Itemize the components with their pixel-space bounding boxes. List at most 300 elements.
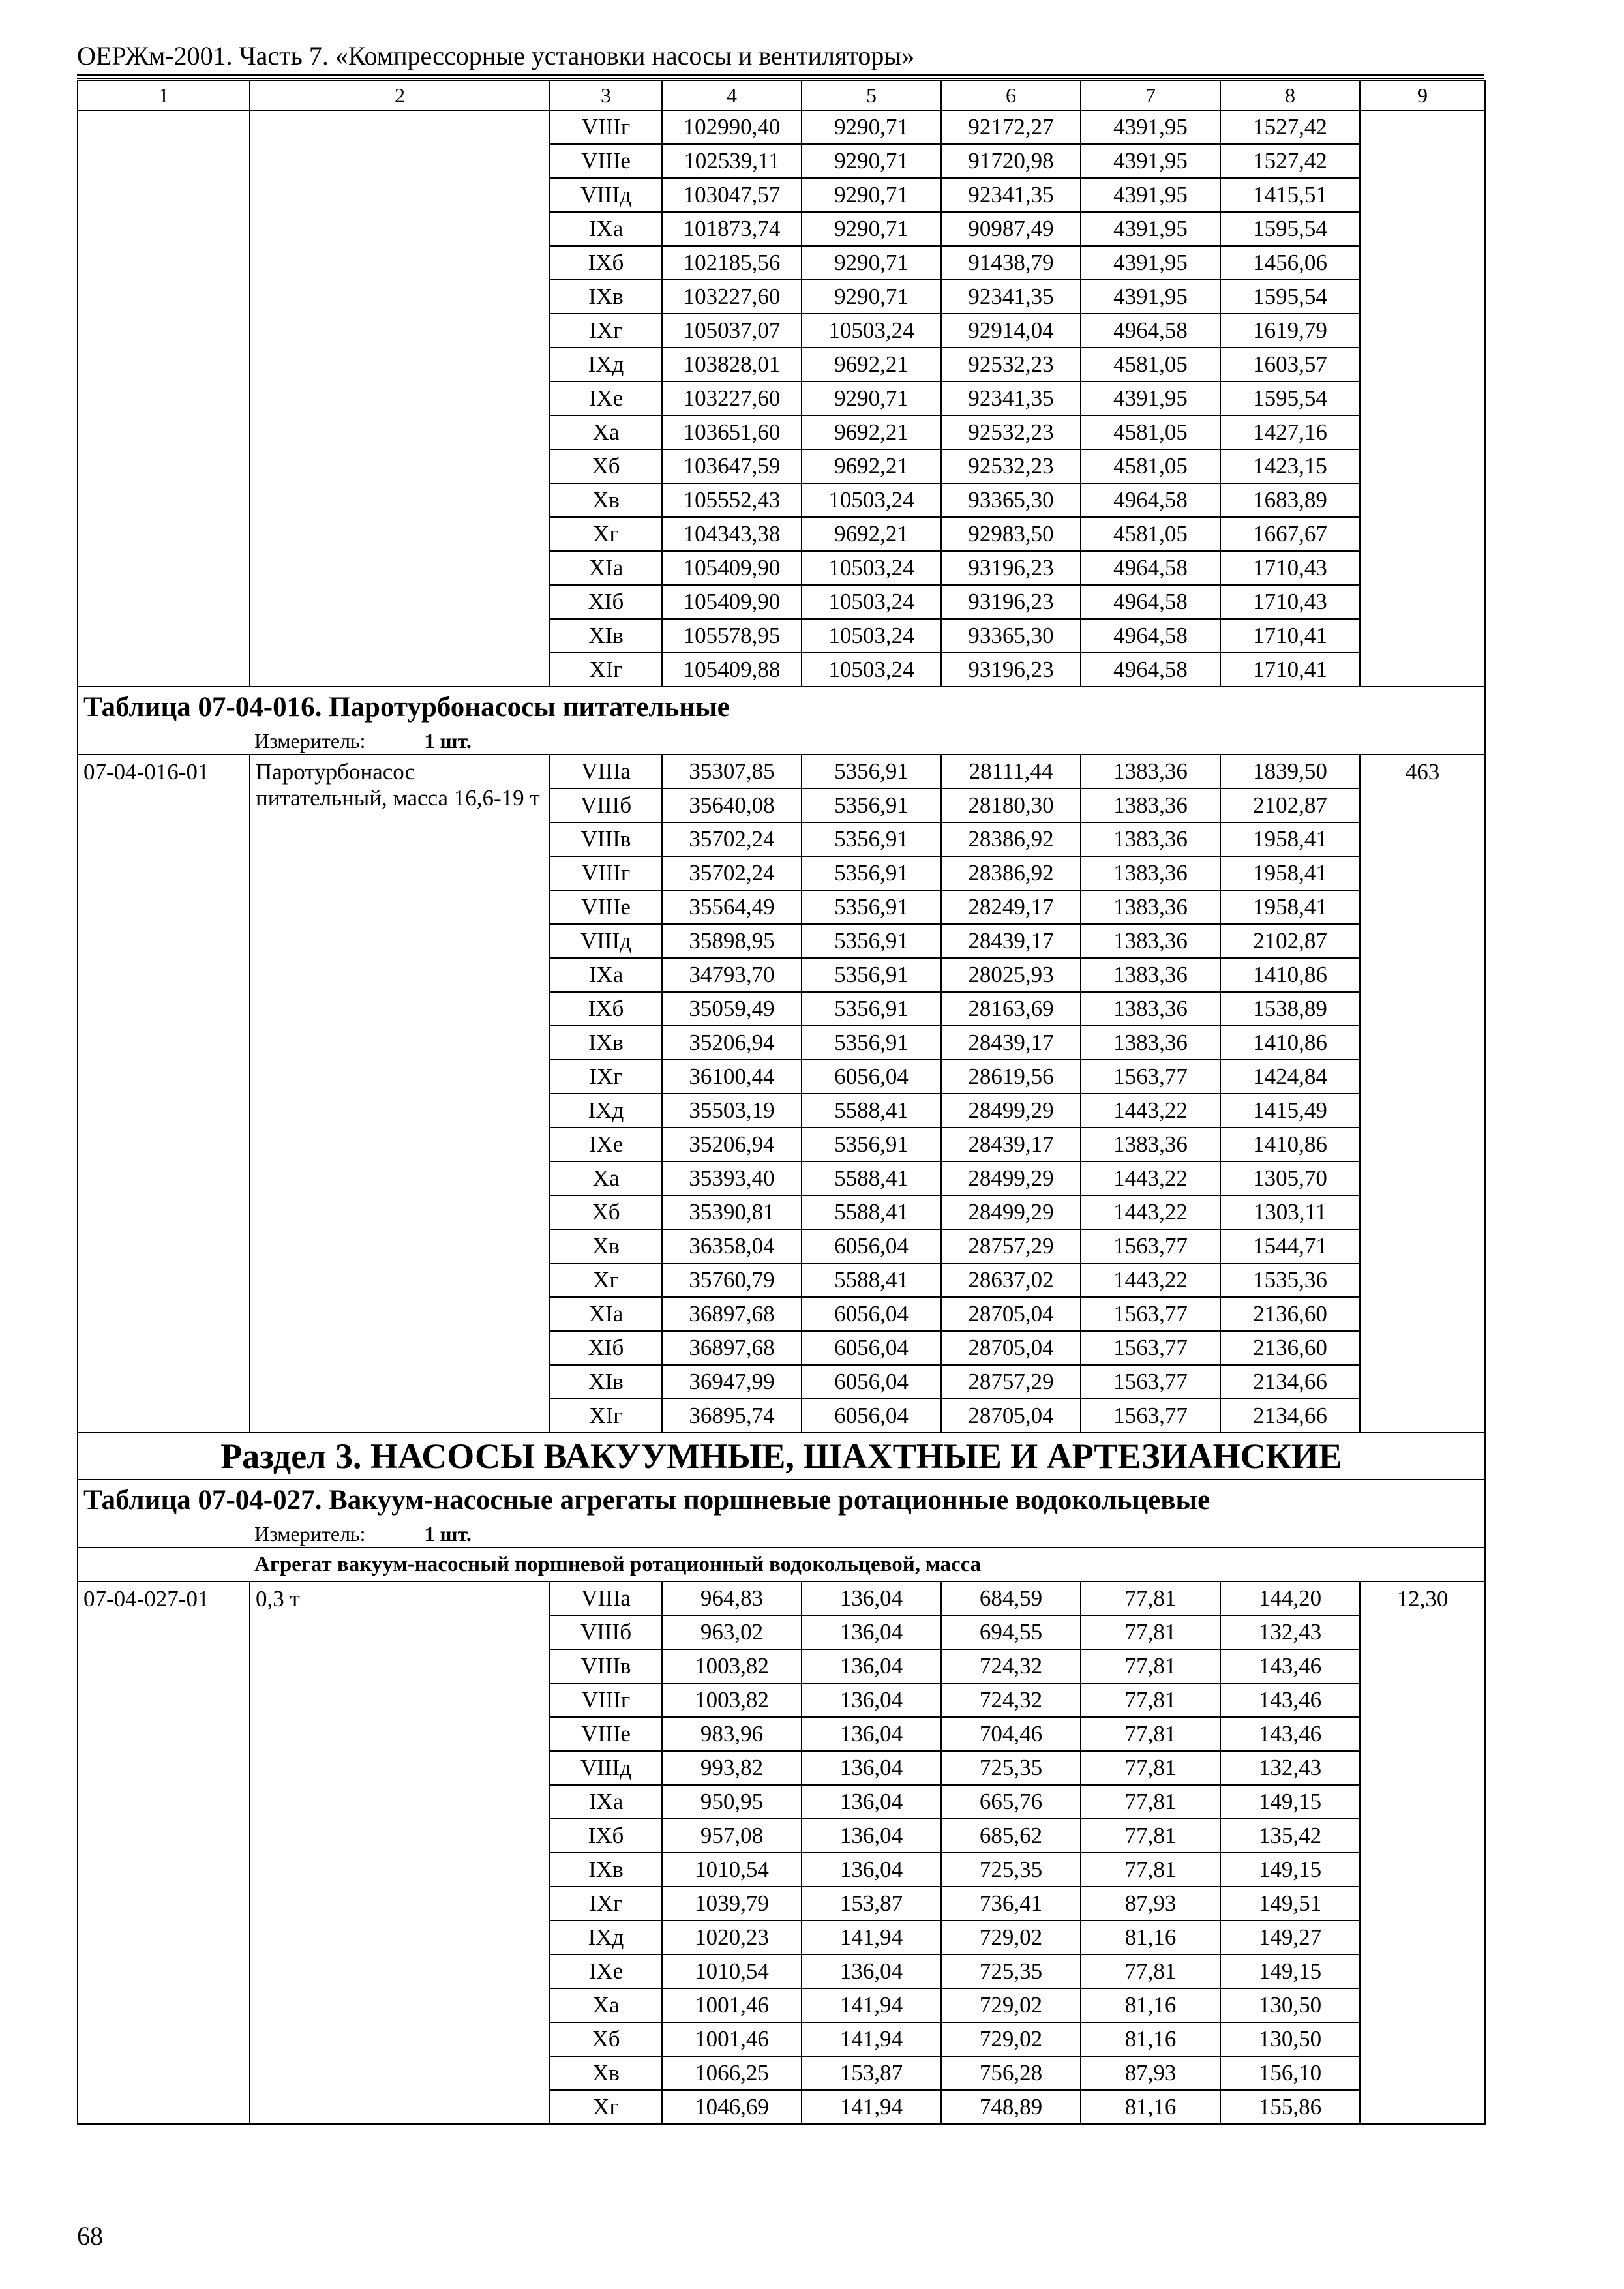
column-number-row xyxy=(78,80,1485,110)
value-cell: 5588,41 xyxy=(802,1195,941,1229)
value-cell: 4391,95 xyxy=(1081,110,1220,144)
zone-code: XIб xyxy=(550,1331,662,1365)
value-cell: 1427,16 xyxy=(1220,415,1360,449)
value-cell: 9290,71 xyxy=(802,110,941,144)
zone-code: VIIIв xyxy=(550,1649,662,1683)
value-cell: 983,96 xyxy=(662,1717,802,1751)
value-cell: 684,59 xyxy=(941,1581,1081,1615)
section-title-row xyxy=(78,1433,1485,1480)
value-cell: 35206,94 xyxy=(662,1128,802,1161)
value-cell: 103047,57 xyxy=(662,178,802,212)
value-cell: 28757,29 xyxy=(941,1365,1081,1399)
value-cell: 28025,93 xyxy=(941,958,1081,992)
value-cell: 2134,66 xyxy=(1220,1365,1360,1399)
value-cell: 1423,15 xyxy=(1220,449,1360,483)
column-number: 6 xyxy=(941,80,1081,110)
zone-code: VIIIд xyxy=(550,1751,662,1785)
value-cell: 9692,21 xyxy=(802,517,941,551)
code-cell-empty xyxy=(78,110,250,687)
value-cell: 35760,79 xyxy=(662,1263,802,1297)
item-name: 0,3 т xyxy=(250,1581,550,2124)
value-cell: 36358,04 xyxy=(662,1229,802,1263)
value-cell: 149,15 xyxy=(1220,1954,1360,1988)
zone-code: IXе xyxy=(550,1128,662,1161)
value-cell: 4391,95 xyxy=(1081,178,1220,212)
value-cell: 93196,23 xyxy=(941,551,1081,585)
zone-code: XIг xyxy=(550,1399,662,1433)
value-cell: 5356,91 xyxy=(802,1026,941,1060)
value-cell: 91720,98 xyxy=(941,144,1081,178)
value-cell: 28439,17 xyxy=(941,1128,1081,1161)
zone-code: VIIIа xyxy=(550,755,662,788)
zone-code: VIIIг xyxy=(550,110,662,144)
zone-code: Xг xyxy=(550,517,662,551)
value-cell: 92532,23 xyxy=(941,348,1081,382)
value-cell: 4964,58 xyxy=(1081,619,1220,653)
value-cell: 1619,79 xyxy=(1220,314,1360,348)
value-cell: 1410,86 xyxy=(1220,1026,1360,1060)
value-cell: 1563,77 xyxy=(1081,1297,1220,1331)
value-cell: 5356,91 xyxy=(802,755,941,788)
value-cell: 6056,04 xyxy=(802,1229,941,1263)
value-cell: 81,16 xyxy=(1081,2090,1220,2124)
value-cell: 77,81 xyxy=(1081,1649,1220,1683)
value-cell: 105552,43 xyxy=(662,483,802,517)
value-cell: 104343,38 xyxy=(662,517,802,551)
value-cell: 77,81 xyxy=(1081,1954,1220,1988)
column-number: 1 xyxy=(78,80,250,110)
value-cell: 92532,23 xyxy=(941,415,1081,449)
value-cell: 665,76 xyxy=(941,1785,1081,1819)
zone-code: Xг xyxy=(550,1263,662,1297)
value-cell: 725,35 xyxy=(941,1954,1081,1988)
value-cell: 136,04 xyxy=(802,1751,941,1785)
zone-code: VIIIд xyxy=(550,178,662,212)
value-cell: 141,94 xyxy=(802,1988,941,2022)
value-cell: 1383,36 xyxy=(1081,788,1220,822)
value-cell: 81,16 xyxy=(1081,1921,1220,1954)
value-cell: 102185,56 xyxy=(662,246,802,280)
value-cell: 6056,04 xyxy=(802,1060,941,1094)
value-cell: 132,43 xyxy=(1220,1751,1360,1785)
value-cell: 92172,27 xyxy=(941,110,1081,144)
value-cell: 136,04 xyxy=(802,1853,941,1887)
zone-code: Xб xyxy=(550,2022,662,2056)
value-cell: 35393,40 xyxy=(662,1161,802,1195)
table-title-row xyxy=(78,1480,1485,1520)
value-cell: 34793,70 xyxy=(662,958,802,992)
value-cell: 28637,02 xyxy=(941,1263,1081,1297)
value-cell: 2136,60 xyxy=(1220,1297,1360,1331)
value-cell: 153,87 xyxy=(802,2056,941,2090)
value-cell: 77,81 xyxy=(1081,1683,1220,1717)
table-title: Таблица 07-04-027. Вакуум-насосные агрегаты поршневые ротационные водокольцевые xyxy=(78,1480,1485,1520)
value-cell: 130,50 xyxy=(1220,2022,1360,2056)
item-code: 07-04-027-01 xyxy=(78,1581,250,2124)
value-cell: 1305,70 xyxy=(1220,1161,1360,1195)
value-cell: 28439,17 xyxy=(941,1026,1081,1060)
measure-cell xyxy=(78,727,1485,755)
col9-value: 463 xyxy=(1360,755,1485,1433)
value-cell: 35702,24 xyxy=(662,856,802,890)
value-cell: 28111,44 xyxy=(941,755,1081,788)
value-cell: 143,46 xyxy=(1220,1683,1360,1717)
zone-code: XIв xyxy=(550,1365,662,1399)
value-cell: 4391,95 xyxy=(1081,280,1220,314)
value-cell: 1443,22 xyxy=(1081,1161,1220,1195)
value-cell: 28705,04 xyxy=(941,1297,1081,1331)
value-cell: 6056,04 xyxy=(802,1365,941,1399)
value-cell: 1603,57 xyxy=(1220,348,1360,382)
value-cell: 1958,41 xyxy=(1220,822,1360,856)
value-cell: 1046,69 xyxy=(662,2090,802,2124)
zone-code: IXд xyxy=(550,1094,662,1128)
zone-code: VIIIа xyxy=(550,1581,662,1615)
value-cell: 5356,91 xyxy=(802,1128,941,1161)
value-cell: 92914,04 xyxy=(941,314,1081,348)
value-cell: 2136,60 xyxy=(1220,1331,1360,1365)
value-cell: 81,16 xyxy=(1081,2022,1220,2056)
document-header: ОЕРЖм-2001. Часть 7. «Компрессорные установки насосы и вентиляторы» xyxy=(77,41,915,70)
zone-code: XIа xyxy=(550,1297,662,1331)
zone-code: IXв xyxy=(550,1853,662,1887)
value-cell: 1424,84 xyxy=(1220,1060,1360,1094)
value-cell: 1443,22 xyxy=(1081,1094,1220,1128)
value-cell: 28163,69 xyxy=(941,992,1081,1026)
value-cell: 1383,36 xyxy=(1081,992,1220,1026)
zone-code: Xб xyxy=(550,449,662,483)
value-cell: 964,83 xyxy=(662,1581,802,1615)
value-cell: 1383,36 xyxy=(1081,924,1220,958)
name-cell-empty xyxy=(250,110,550,687)
zone-code: IXв xyxy=(550,280,662,314)
value-cell: 4391,95 xyxy=(1081,144,1220,178)
value-cell: 35702,24 xyxy=(662,822,802,856)
value-cell: 1710,41 xyxy=(1220,653,1360,687)
value-cell: 9692,21 xyxy=(802,449,941,483)
zone-code: IXб xyxy=(550,1819,662,1853)
value-cell: 1039,79 xyxy=(662,1887,802,1921)
value-cell: 35564,49 xyxy=(662,890,802,924)
value-cell: 105578,95 xyxy=(662,619,802,653)
value-cell: 1443,22 xyxy=(1081,1195,1220,1229)
zone-code: VIIIг xyxy=(550,1683,662,1717)
zone-code: VIIIг xyxy=(550,856,662,890)
value-cell: 4964,58 xyxy=(1081,585,1220,619)
zone-code: VIIIе xyxy=(550,144,662,178)
price-table-body xyxy=(78,80,1485,2124)
value-cell: 132,43 xyxy=(1220,1615,1360,1649)
zone-code: IXа xyxy=(550,958,662,992)
value-cell: 36895,74 xyxy=(662,1399,802,1433)
value-cell: 9290,71 xyxy=(802,144,941,178)
value-cell: 77,81 xyxy=(1081,1717,1220,1751)
value-cell: 1410,86 xyxy=(1220,1128,1360,1161)
value-cell: 136,04 xyxy=(802,1581,941,1615)
value-cell: 155,86 xyxy=(1220,2090,1360,2124)
value-cell: 92532,23 xyxy=(941,449,1081,483)
value-cell: 1683,89 xyxy=(1220,483,1360,517)
zone-code: VIIIб xyxy=(550,788,662,822)
subhead-row xyxy=(78,1548,1485,1581)
value-cell: 28249,17 xyxy=(941,890,1081,924)
value-cell: 1710,43 xyxy=(1220,585,1360,619)
measure-label: Измеритель: xyxy=(254,728,366,753)
value-cell: 136,04 xyxy=(802,1819,941,1853)
value-cell: 141,94 xyxy=(802,2022,941,2056)
col9-value: 12,30 xyxy=(1360,1581,1485,2124)
value-cell: 1383,36 xyxy=(1081,822,1220,856)
header-rule xyxy=(77,74,1484,76)
zone-code: IXд xyxy=(550,348,662,382)
header-rule-thin xyxy=(77,78,1484,79)
value-cell: 1415,49 xyxy=(1220,1094,1360,1128)
value-cell: 724,32 xyxy=(941,1683,1081,1717)
zone-code: IXд xyxy=(550,1921,662,1954)
value-cell: 1001,46 xyxy=(662,2022,802,2056)
value-cell: 103651,60 xyxy=(662,415,802,449)
value-cell: 28705,04 xyxy=(941,1331,1081,1365)
value-cell: 149,51 xyxy=(1220,1887,1360,1921)
measure-cell xyxy=(78,1520,1485,1548)
value-cell: 4391,95 xyxy=(1081,382,1220,415)
zone-code: VIIIе xyxy=(550,1717,662,1751)
value-cell: 4391,95 xyxy=(1081,212,1220,246)
value-cell: 92341,35 xyxy=(941,382,1081,415)
value-cell: 105037,07 xyxy=(662,314,802,348)
measure-value: 1 шт. xyxy=(424,1521,472,1546)
column-number: 7 xyxy=(1081,80,1220,110)
value-cell: 36897,68 xyxy=(662,1331,802,1365)
value-cell: 4581,05 xyxy=(1081,449,1220,483)
value-cell: 1563,77 xyxy=(1081,1399,1220,1433)
value-cell: 149,15 xyxy=(1220,1853,1360,1887)
value-cell: 10503,24 xyxy=(802,551,941,585)
value-cell: 136,04 xyxy=(802,1717,941,1751)
value-cell: 1001,46 xyxy=(662,1988,802,2022)
value-cell: 4964,58 xyxy=(1081,483,1220,517)
zone-code: IXг xyxy=(550,1887,662,1921)
value-cell: 1595,54 xyxy=(1220,280,1360,314)
value-cell: 993,82 xyxy=(662,1751,802,1785)
value-cell: 36897,68 xyxy=(662,1297,802,1331)
value-cell: 2134,66 xyxy=(1220,1399,1360,1433)
value-cell: 77,81 xyxy=(1081,1615,1220,1649)
value-cell: 5356,91 xyxy=(802,788,941,822)
value-cell: 5356,91 xyxy=(802,856,941,890)
value-cell: 77,81 xyxy=(1081,1751,1220,1785)
value-cell: 1563,77 xyxy=(1081,1331,1220,1365)
value-cell: 1383,36 xyxy=(1081,856,1220,890)
zone-code: Xв xyxy=(550,2056,662,2090)
measure-label: Измеритель: xyxy=(254,1521,366,1546)
table-title: Таблица 07-04-016. Паротурбонасосы питательные xyxy=(78,687,1485,727)
value-cell: 77,81 xyxy=(1081,1853,1220,1887)
measure-value: 1 шт. xyxy=(424,728,472,753)
value-cell: 92341,35 xyxy=(941,280,1081,314)
value-cell: 92983,50 xyxy=(941,517,1081,551)
value-cell: 136,04 xyxy=(802,1954,941,1988)
value-cell: 1563,77 xyxy=(1081,1365,1220,1399)
value-cell: 81,16 xyxy=(1081,1988,1220,2022)
zone-code: XIб xyxy=(550,585,662,619)
value-cell: 28386,92 xyxy=(941,856,1081,890)
item-code: 07-04-016-01 xyxy=(78,755,250,1433)
value-cell: 105409,90 xyxy=(662,551,802,585)
value-cell: 5356,91 xyxy=(802,992,941,1026)
value-cell: 103227,60 xyxy=(662,280,802,314)
value-cell: 144,20 xyxy=(1220,1581,1360,1615)
value-cell: 5356,91 xyxy=(802,822,941,856)
value-cell: 957,08 xyxy=(662,1819,802,1853)
value-cell: 1958,41 xyxy=(1220,856,1360,890)
zone-code: IXе xyxy=(550,382,662,415)
value-cell: 1383,36 xyxy=(1081,755,1220,788)
value-cell: 77,81 xyxy=(1081,1785,1220,1819)
value-cell: 28499,29 xyxy=(941,1094,1081,1128)
value-cell: 950,95 xyxy=(662,1785,802,1819)
value-cell: 101873,74 xyxy=(662,212,802,246)
value-cell: 93196,23 xyxy=(941,653,1081,687)
zone-code: VIIIд xyxy=(550,924,662,958)
value-cell: 77,81 xyxy=(1081,1581,1220,1615)
value-cell: 6056,04 xyxy=(802,1399,941,1433)
table-row xyxy=(78,1581,1485,1615)
value-cell: 90987,49 xyxy=(941,212,1081,246)
value-cell: 1595,54 xyxy=(1220,212,1360,246)
value-cell: 1710,43 xyxy=(1220,551,1360,585)
value-cell: 1003,82 xyxy=(662,1683,802,1717)
value-cell: 103828,01 xyxy=(662,348,802,382)
value-cell: 1383,36 xyxy=(1081,1128,1220,1161)
value-cell: 149,15 xyxy=(1220,1785,1360,1819)
value-cell: 9290,71 xyxy=(802,280,941,314)
group-subheading: Агрегат вакуум-насосный поршневой ротационный водокольцевой, масса xyxy=(78,1548,1485,1581)
value-cell: 36947,99 xyxy=(662,1365,802,1399)
value-cell: 1010,54 xyxy=(662,1853,802,1887)
value-cell: 9290,71 xyxy=(802,178,941,212)
value-cell: 10503,24 xyxy=(802,653,941,687)
item-name: Паротурбонасос питательный, масса 16,6-19 т xyxy=(250,755,550,1433)
zone-code: IXв xyxy=(550,1026,662,1060)
zone-code: VIIIе xyxy=(550,890,662,924)
zone-code: IXг xyxy=(550,314,662,348)
value-cell: 1958,41 xyxy=(1220,890,1360,924)
value-cell: 141,94 xyxy=(802,1921,941,1954)
measure-row xyxy=(78,727,1485,755)
value-cell: 694,55 xyxy=(941,1615,1081,1649)
value-cell: 748,89 xyxy=(941,2090,1081,2124)
value-cell: 28499,29 xyxy=(941,1195,1081,1229)
value-cell: 35206,94 xyxy=(662,1026,802,1060)
zone-code: IXе xyxy=(550,1954,662,1988)
zone-code: IXб xyxy=(550,992,662,1026)
value-cell: 35307,85 xyxy=(662,755,802,788)
value-cell: 28705,04 xyxy=(941,1399,1081,1433)
zone-code: VIIIв xyxy=(550,822,662,856)
value-cell: 1456,06 xyxy=(1220,246,1360,280)
value-cell: 35059,49 xyxy=(662,992,802,1026)
value-cell: 153,87 xyxy=(802,1887,941,1921)
value-cell: 35503,19 xyxy=(662,1094,802,1128)
table-title-row xyxy=(78,687,1485,727)
value-cell: 135,42 xyxy=(1220,1819,1360,1853)
value-cell: 77,81 xyxy=(1081,1819,1220,1853)
value-cell: 1010,54 xyxy=(662,1954,802,1988)
value-cell: 5588,41 xyxy=(802,1263,941,1297)
column-number: 4 xyxy=(662,80,802,110)
column-number: 3 xyxy=(550,80,662,110)
zone-code: IXб xyxy=(550,246,662,280)
table-row xyxy=(78,755,1485,788)
value-cell: 1415,51 xyxy=(1220,178,1360,212)
zone-code: XIг xyxy=(550,653,662,687)
value-cell: 28619,56 xyxy=(941,1060,1081,1094)
page-number: 68 xyxy=(77,2221,103,2251)
column-number: 8 xyxy=(1220,80,1360,110)
zone-code: Xа xyxy=(550,1161,662,1195)
value-cell: 102539,11 xyxy=(662,144,802,178)
value-cell: 10503,24 xyxy=(802,314,941,348)
zone-code: Xв xyxy=(550,1229,662,1263)
value-cell: 93365,30 xyxy=(941,619,1081,653)
value-cell: 6056,04 xyxy=(802,1331,941,1365)
value-cell: 725,35 xyxy=(941,1853,1081,1887)
value-cell: 28499,29 xyxy=(941,1161,1081,1195)
value-cell: 1544,71 xyxy=(1220,1229,1360,1263)
value-cell: 102990,40 xyxy=(662,110,802,144)
value-cell: 105409,90 xyxy=(662,585,802,619)
value-cell: 91438,79 xyxy=(941,246,1081,280)
value-cell: 28386,92 xyxy=(941,822,1081,856)
value-cell: 5356,91 xyxy=(802,958,941,992)
zone-code: Xа xyxy=(550,415,662,449)
value-cell: 141,94 xyxy=(802,2090,941,2124)
col9-empty xyxy=(1360,110,1485,687)
value-cell: 1667,67 xyxy=(1220,517,1360,551)
column-number: 5 xyxy=(802,80,941,110)
measure-row xyxy=(78,1520,1485,1548)
value-cell: 36100,44 xyxy=(662,1060,802,1094)
value-cell: 1383,36 xyxy=(1081,958,1220,992)
column-number: 2 xyxy=(250,80,550,110)
value-cell: 28757,29 xyxy=(941,1229,1081,1263)
zone-code: XIа xyxy=(550,551,662,585)
value-cell: 149,27 xyxy=(1220,1921,1360,1954)
value-cell: 35640,08 xyxy=(662,788,802,822)
value-cell: 5588,41 xyxy=(802,1161,941,1195)
value-cell: 136,04 xyxy=(802,1785,941,1819)
value-cell: 4964,58 xyxy=(1081,653,1220,687)
value-cell: 4581,05 xyxy=(1081,517,1220,551)
value-cell: 1538,89 xyxy=(1220,992,1360,1026)
value-cell: 1383,36 xyxy=(1081,890,1220,924)
value-cell: 1003,82 xyxy=(662,1649,802,1683)
value-cell: 136,04 xyxy=(802,1615,941,1649)
value-cell: 28439,17 xyxy=(941,924,1081,958)
value-cell: 1020,23 xyxy=(662,1921,802,1954)
section-title: Раздел 3. НАСОСЫ ВАКУУМНЫЕ, ШАХТНЫЕ И АРТЕЗИАНСКИЕ xyxy=(78,1433,1485,1480)
value-cell: 93365,30 xyxy=(941,483,1081,517)
value-cell: 103647,59 xyxy=(662,449,802,483)
value-cell: 105409,88 xyxy=(662,653,802,687)
value-cell: 28180,30 xyxy=(941,788,1081,822)
value-cell: 1563,77 xyxy=(1081,1229,1220,1263)
zone-code: Xг xyxy=(550,2090,662,2124)
value-cell: 9290,71 xyxy=(802,382,941,415)
value-cell: 1410,86 xyxy=(1220,958,1360,992)
value-cell: 4581,05 xyxy=(1081,415,1220,449)
